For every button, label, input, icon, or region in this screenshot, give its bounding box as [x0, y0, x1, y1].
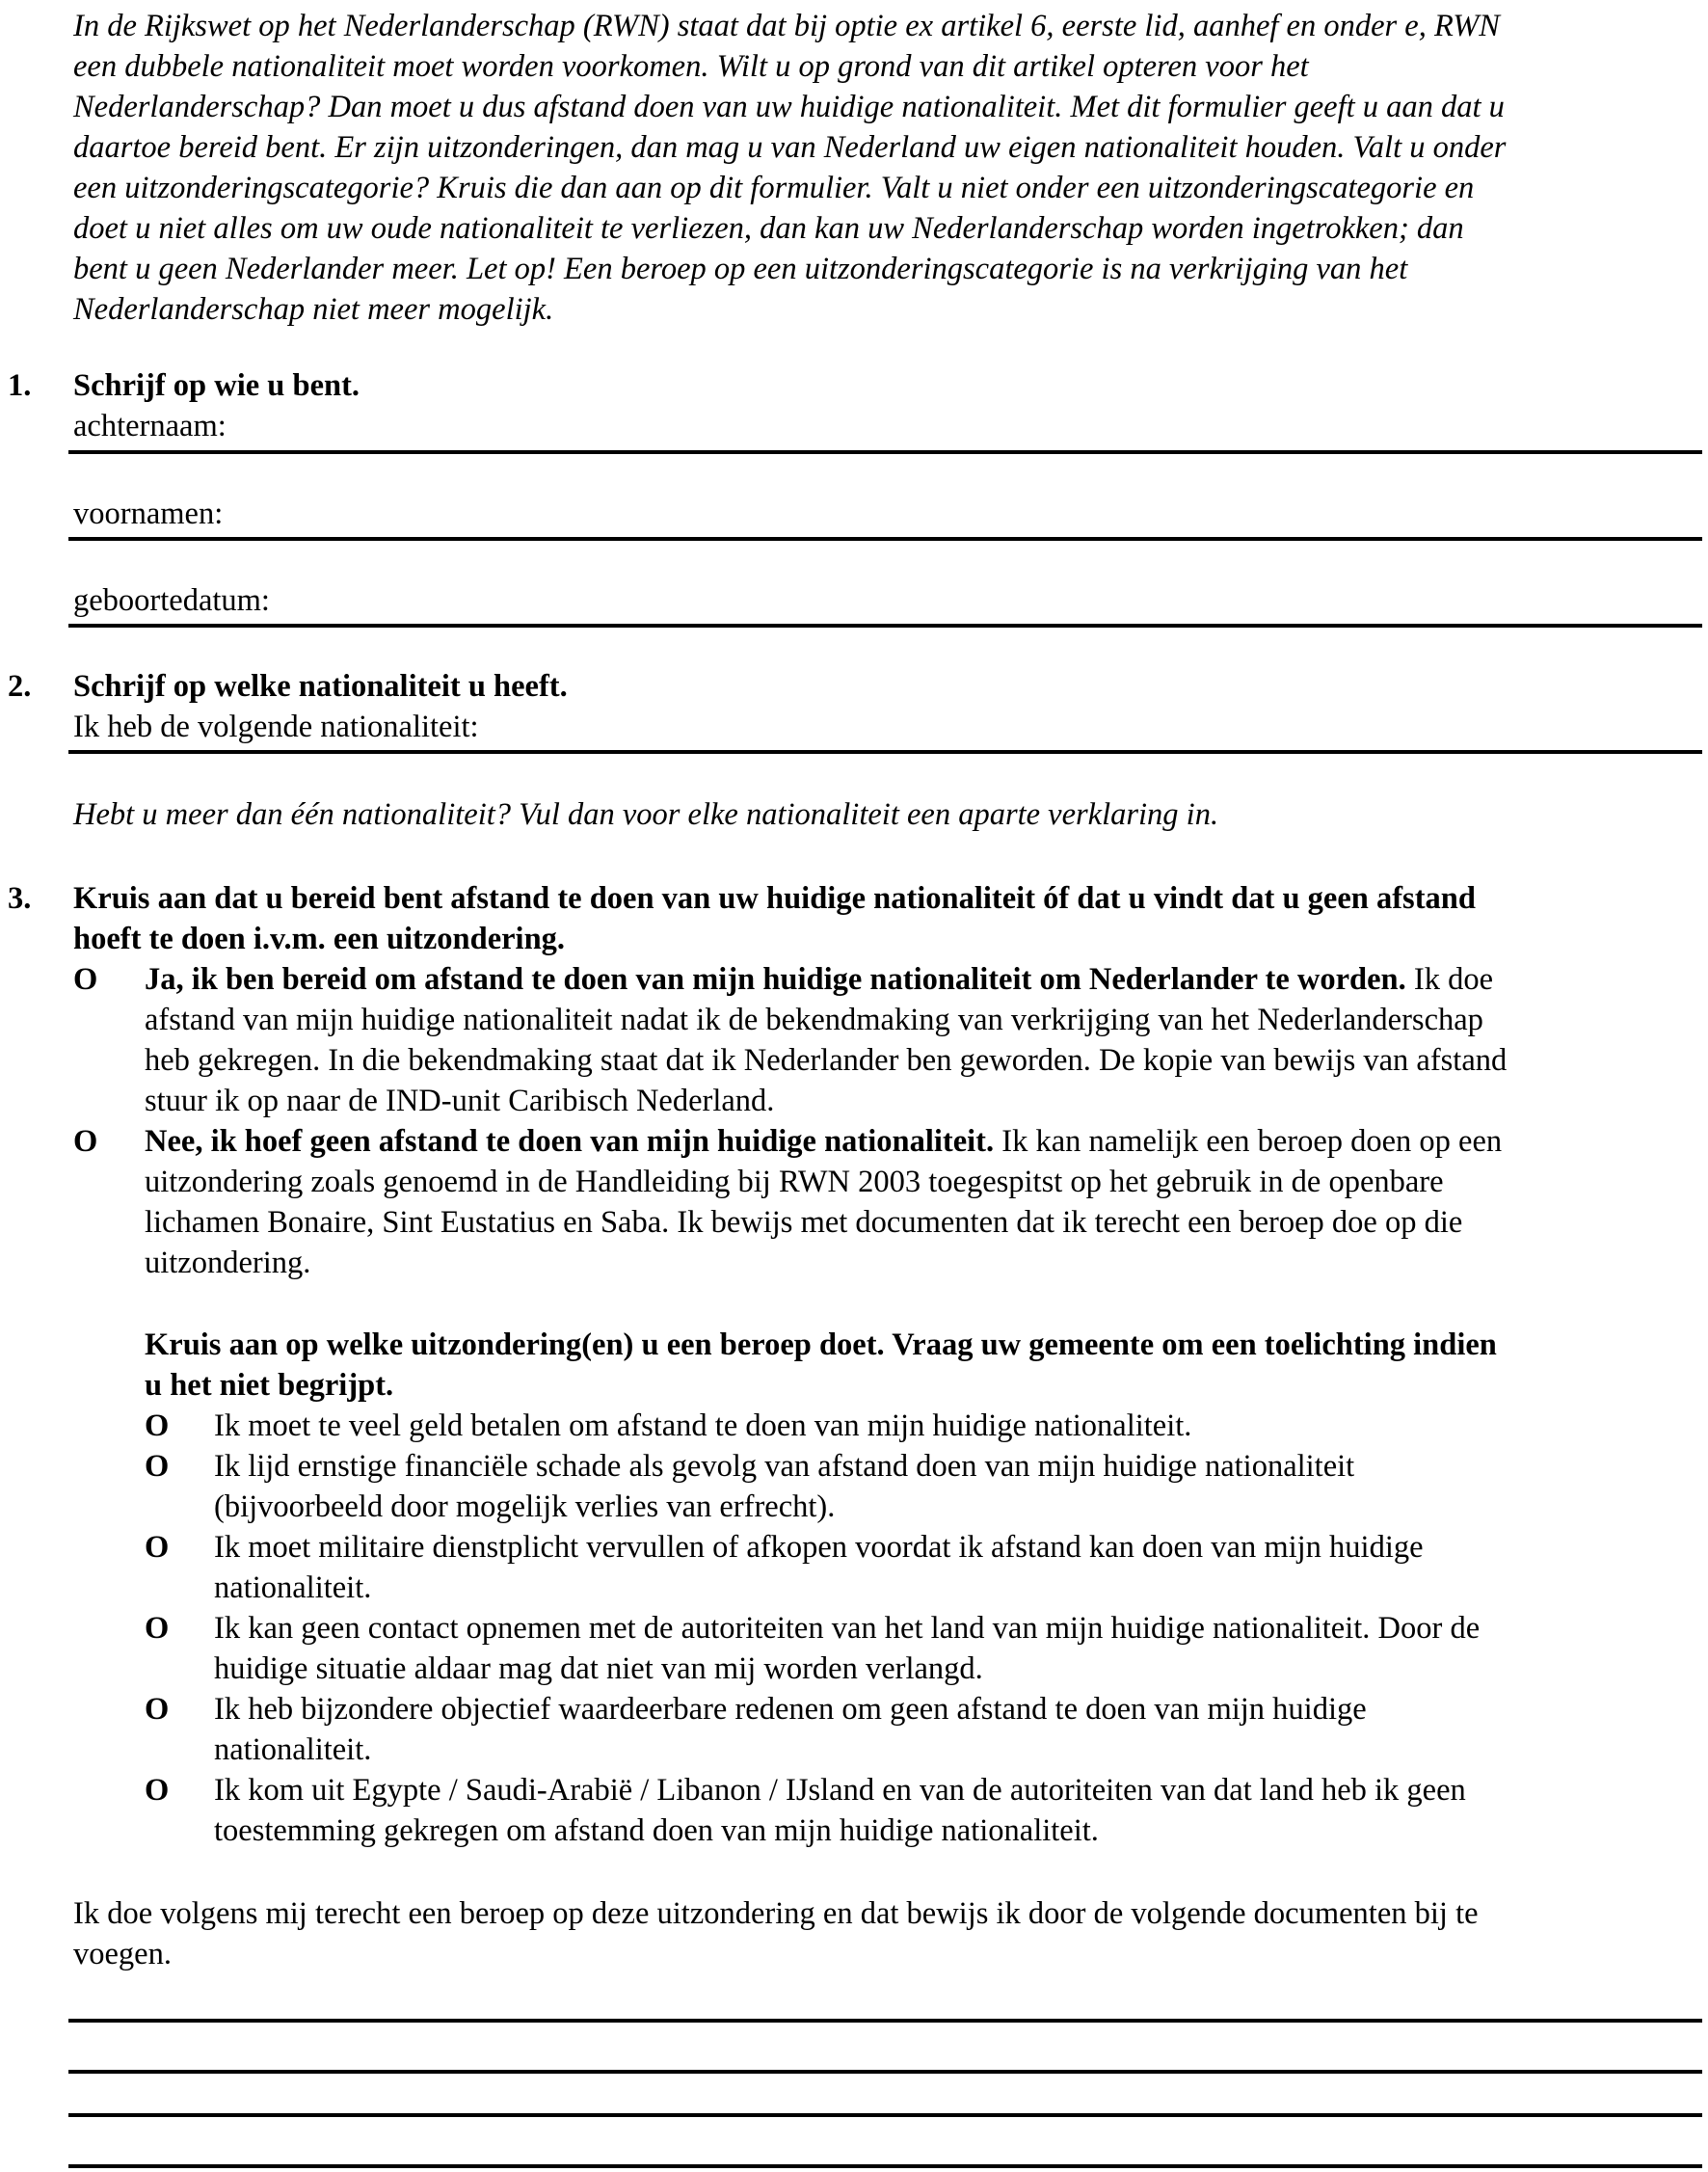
firstnames-label: voornamen:: [73, 496, 224, 531]
birthdate-underline: [68, 624, 1702, 628]
exception-checkbox[interactable]: O: [145, 1408, 170, 1443]
documents-statement: [73, 1893, 1479, 1974]
exception-line: nationaliteit.: [214, 1570, 372, 1605]
option-no-rest: Ik kan namelijk een beroep doen op een: [994, 1124, 1503, 1159]
section-number: 2.: [8, 669, 32, 704]
nationality-input[interactable]: [540, 709, 1706, 749]
exception-line: huidige situatie aldaar mag dat niet van mij worden verlangd.: [214, 1651, 983, 1686]
document-underline: [68, 2113, 1702, 2117]
birthdate-label: geboortedatum:: [73, 583, 270, 618]
section-title: [73, 878, 1476, 959]
exception-text: [214, 1608, 1480, 1689]
option-yes-line: afstand van mijn huidige nationaliteit nadat ik de bekendmaking van verkrijging van het Nederlanderschap: [145, 1003, 1483, 1037]
exception-line: Ik moet te veel geld betalen om afstand te doen van mijn huidige nationaliteit.: [214, 1408, 1192, 1443]
exception-line: Ik kan geen contact opnemen met de autoriteiten van het land van mijn huidige nationaliteit. Door de: [214, 1611, 1481, 1646]
option-no-line: uitzondering zoals genoemd in de Handleiding bij RWN 2003 toegespitst op het gebruik in de openbare: [145, 1165, 1444, 1199]
intro-line: In de Rijkswet op het Nederlanderschap (RWN) staat dat bij optie ex artikel 6, eerste lid, aanhef en onder e, RWN: [73, 9, 1500, 43]
documents-line: Ik doe volgens mij terecht een beroep op deze uitzondering en dat bewijs ik door de volgende documenten bij te: [73, 1896, 1479, 1931]
documents-line: voegen.: [73, 1937, 172, 1971]
exception-text: [214, 1406, 1191, 1446]
document-underline: [68, 2070, 1702, 2074]
firstnames-underline: [68, 537, 1702, 541]
lastname-label: achternaam:: [73, 409, 227, 443]
exceptions-title-line: u het niet begrijpt.: [145, 1368, 394, 1403]
document-input[interactable]: [68, 2077, 1706, 2117]
option-no-line: lichamen Bonaire, Sint Eustatius en Saba. Ik bewijs met documenten dat ik terecht een beroep doe op die: [145, 1205, 1463, 1240]
section-title-line: hoeft te doen i.v.m. een uitzondering.: [73, 922, 566, 956]
document-input[interactable]: [68, 2121, 1706, 2161]
option-no-radio[interactable]: O: [73, 1124, 98, 1159]
intro-line: daartoe bereid bent. Er zijn uitzonderingen, dan mag u van Nederland uw eigen nationaliteit houden. Valt u onder: [73, 130, 1507, 165]
firstnames-input[interactable]: [289, 496, 1706, 536]
multiple-nationality-note: Hebt u meer dan één nationaliteit? Vul dan voor elke nationaliteit een aparte verklaring in.: [73, 797, 1219, 832]
exceptions-title-line: Kruis aan op welke uitzondering(en) u een beroep doet. Vraag uw gemeente om een toelichting indien: [145, 1327, 1497, 1362]
exception-checkbox[interactable]: O: [145, 1449, 170, 1484]
option-no-heading: Nee, ik hoef geen afstand te doen van mijn huidige nationaliteit.: [145, 1124, 995, 1159]
option-yes-text: [145, 959, 1507, 1121]
section-number: 3.: [8, 881, 32, 916]
exception-checkbox[interactable]: O: [145, 1692, 170, 1727]
option-yes-radio[interactable]: O: [73, 962, 98, 997]
option-yes-rest: Ik doe: [1405, 962, 1494, 997]
exception-text: [214, 1527, 1424, 1608]
option-yes-line: heb gekregen. In die bekendmaking staat dat ik Nederlander ben geworden. De kopie van bewijs van afstand: [145, 1043, 1508, 1078]
option-yes-heading: Ja, ik ben bereid om afstand te doen van mijn huidige nationaliteit om Nederlander te worden.: [145, 962, 1406, 997]
exception-checkbox[interactable]: O: [145, 1530, 170, 1565]
intro-line: doet u niet alles om uw oude nationaliteit te verliezen, dan kan uw Nederlanderschap worden ingetrokken; dan: [73, 211, 1464, 246]
document-input[interactable]: [68, 1976, 1706, 2017]
exception-text: [214, 1770, 1466, 1851]
birthdate-input[interactable]: [308, 582, 1706, 623]
document-input[interactable]: [68, 2026, 1706, 2067]
exception-text: [214, 1689, 1367, 1770]
nationality-underline: [68, 750, 1702, 754]
exception-line: Ik kom uit Egypte / Saudi-Arabië / Libanon / IJsland en van de autoriteiten van dat land heb ik geen: [214, 1773, 1466, 1808]
intro-line: een uitzonderingscategorie? Kruis die dan aan op dit formulier. Valt u niet onder een uitzonderingscategorie en: [73, 171, 1475, 205]
section-title: Schrijf op welke nationaliteit u heeft.: [73, 669, 568, 704]
exception-checkbox[interactable]: O: [145, 1611, 170, 1646]
exception-line: nationaliteit.: [214, 1732, 372, 1767]
section-title: Schrijf op wie u bent.: [73, 368, 360, 403]
document-underline: [68, 2019, 1702, 2023]
exceptions-title: [145, 1325, 1497, 1406]
lastname-underline: [68, 450, 1702, 454]
exception-checkbox[interactable]: O: [145, 1773, 170, 1808]
option-yes-line: stuur ik op naar de IND-unit Caribisch Nederland.: [145, 1084, 775, 1118]
exception-line: Ik moet militaire dienstplicht vervullen of afkopen voordat ik afstand kan doen van mijn huidige: [214, 1530, 1424, 1565]
document-underline: [68, 2164, 1702, 2168]
section-number: 1.: [8, 368, 32, 403]
lastname-input[interactable]: [289, 410, 1706, 450]
intro-paragraph: [73, 6, 1506, 330]
exception-line: toestemming gekregen om afstand doen van mijn huidige nationaliteit.: [214, 1813, 1099, 1848]
intro-line: bent u geen Nederlander meer. Let op! Een beroep op een uitzonderingscategorie is na verkrijging van het: [73, 252, 1408, 286]
section-title-line: Kruis aan dat u bereid bent afstand te doen van uw huidige nationaliteit óf dat u vindt dat u geen afstand: [73, 881, 1476, 916]
nationality-label: Ik heb de volgende nationaliteit:: [73, 710, 479, 744]
option-no-text: [145, 1121, 1502, 1283]
intro-line: Nederlanderschap? Dan moet u dus afstand doen van uw huidige nationaliteit. Met dit formulier geeft u aan dat u: [73, 90, 1505, 124]
intro-line: Nederlanderschap niet meer mogelijk.: [73, 292, 554, 327]
exception-text: [214, 1446, 1354, 1527]
exception-line: (bijvoorbeeld door mogelijk verlies van erfrecht).: [214, 1489, 836, 1524]
intro-line: een dubbele nationaliteit moet worden voorkomen. Wilt u op grond van dit artikel opteren voor het: [73, 49, 1309, 84]
exception-line: Ik heb bijzondere objectief waardeerbare redenen om geen afstand te doen van mijn huidige: [214, 1692, 1367, 1727]
option-no-line: uitzondering.: [145, 1246, 311, 1280]
exception-line: Ik lijd ernstige financiële schade als gevolg van afstand doen van mijn huidige nationaliteit: [214, 1449, 1355, 1484]
